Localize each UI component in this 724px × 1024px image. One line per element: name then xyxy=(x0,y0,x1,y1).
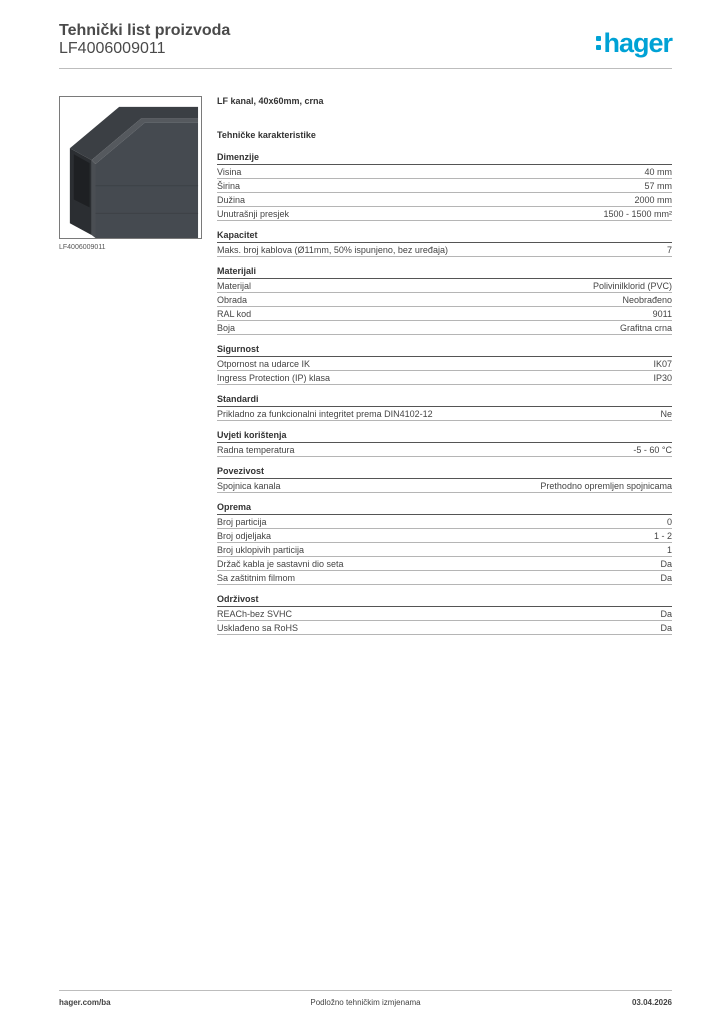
spec-label: Dužina xyxy=(217,195,246,205)
cable-trunking-icon xyxy=(60,97,201,238)
spec-row xyxy=(217,243,672,257)
spec-row xyxy=(217,607,672,621)
spec-row xyxy=(217,279,672,293)
spec-value: IK07 xyxy=(653,359,672,369)
logo-dots-icon xyxy=(596,36,601,50)
spec-row xyxy=(217,207,672,221)
spec-sections xyxy=(217,152,672,635)
spec-value: 1 - 2 xyxy=(653,531,672,541)
spec-value: Ne xyxy=(660,409,672,419)
product-code: LF4006009011 xyxy=(59,40,166,57)
spec-label: Usklađeno sa RoHS xyxy=(217,623,299,633)
spec-row xyxy=(217,179,672,193)
spec-value: Polivinilklorid (PVC) xyxy=(592,281,672,291)
section-title: Povezivost xyxy=(217,466,672,479)
spec-section xyxy=(217,344,672,385)
section-title: Dimenzije xyxy=(217,152,672,165)
spec-row xyxy=(217,571,672,585)
spec-value: -5 - 60 °C xyxy=(633,445,672,455)
spec-content xyxy=(217,96,672,644)
section-title: Kapacitet xyxy=(217,230,672,243)
spec-label: Sa zaštitnim filmom xyxy=(217,573,296,583)
spec-value: 7 xyxy=(666,245,672,255)
footer-website-link[interactable]: hager.com/ba xyxy=(59,998,111,1007)
spec-section xyxy=(217,430,672,457)
image-caption: LF4006009011 xyxy=(59,244,106,251)
spec-label: Visina xyxy=(217,167,242,177)
spec-row xyxy=(217,407,672,421)
spec-label: Broj particija xyxy=(217,517,267,527)
spec-value: Da xyxy=(660,609,672,619)
spec-value: 2000 mm xyxy=(634,195,672,205)
spec-value: 9011 xyxy=(652,309,672,319)
spec-row xyxy=(217,621,672,635)
spec-value: Da xyxy=(660,573,672,583)
product-name: LF kanal, 40x60mm, crna xyxy=(217,96,324,106)
spec-value: Grafitna crna xyxy=(619,323,672,333)
spec-value: IP30 xyxy=(653,373,672,383)
spec-row xyxy=(217,371,672,385)
spec-label: Materijal xyxy=(217,281,252,291)
spec-value: Prethodno opremljen spojnicama xyxy=(540,481,672,491)
spec-section xyxy=(217,502,672,585)
spec-row xyxy=(217,357,672,371)
header-divider xyxy=(59,68,672,69)
spec-section xyxy=(217,152,672,221)
spec-label: Broj odjeljaka xyxy=(217,531,272,541)
spec-section xyxy=(217,230,672,257)
spec-row xyxy=(217,557,672,571)
spec-section xyxy=(217,466,672,493)
spec-label: Radna temperatura xyxy=(217,445,295,455)
section-title: Sigurnost xyxy=(217,344,672,357)
spec-row xyxy=(217,165,672,179)
spec-label: Boja xyxy=(217,323,236,333)
spec-section xyxy=(217,594,672,635)
spec-label: Ingress Protection (IP) klasa xyxy=(217,373,331,383)
hager-logo xyxy=(596,28,672,58)
spec-row xyxy=(217,529,672,543)
spec-row xyxy=(217,307,672,321)
spec-label: Obrada xyxy=(217,295,248,305)
spec-label: Širina xyxy=(217,181,241,191)
spec-value: Da xyxy=(660,559,672,569)
section-title: Uvjeti korištenja xyxy=(217,430,672,443)
section-title: Materijali xyxy=(217,266,672,279)
spec-row xyxy=(217,479,672,493)
spec-value: 57 mm xyxy=(644,181,672,191)
spec-row xyxy=(217,515,672,529)
spec-value: 40 mm xyxy=(644,167,672,177)
spec-label: Maks. broj kablova (Ø11mm, 50% ispunjeno, bez uređaja) xyxy=(217,245,448,255)
section-title: Održivost xyxy=(217,594,672,607)
spec-value: 1 xyxy=(666,545,672,555)
product-image xyxy=(59,96,202,239)
spec-label: Spojnica kanala xyxy=(217,481,281,491)
spec-label: Prikladno za funkcionalni integritet prema DIN4102-12 xyxy=(217,409,433,419)
spec-label: Držač kabla je sastavni dio seta xyxy=(217,559,344,569)
page-header xyxy=(59,22,672,70)
spec-value: Da xyxy=(660,623,672,633)
spec-row xyxy=(217,193,672,207)
footer-divider xyxy=(59,990,672,991)
spec-label: Broj uklopivih particija xyxy=(217,545,305,555)
spec-row xyxy=(217,293,672,307)
spec-label: REACh-bez SVHC xyxy=(217,609,293,619)
spec-value: Neobrađeno xyxy=(622,295,672,305)
footer-notice: Podložno tehničkim izmjenama xyxy=(310,998,421,1007)
spec-row xyxy=(217,321,672,335)
spec-section xyxy=(217,266,672,335)
spec-value: 1500 - 1500 mm² xyxy=(603,209,672,219)
logo-text: hager xyxy=(603,28,672,58)
section-title: Oprema xyxy=(217,502,672,515)
footer-date: 03.04.2026 xyxy=(631,998,672,1007)
spec-label: Unutrašnji presjek xyxy=(217,209,290,219)
spec-label: Otpornost na udarce IK xyxy=(217,359,311,369)
spec-row xyxy=(217,443,672,457)
spec-value: 0 xyxy=(666,517,672,527)
spec-label: RAL kod xyxy=(217,309,252,319)
spec-row xyxy=(217,543,672,557)
section-title: Standardi xyxy=(217,394,672,407)
spec-section xyxy=(217,394,672,421)
technical-heading: Tehničke karakteristike xyxy=(217,130,316,140)
document-title: Tehnički list proizvoda xyxy=(59,22,231,39)
